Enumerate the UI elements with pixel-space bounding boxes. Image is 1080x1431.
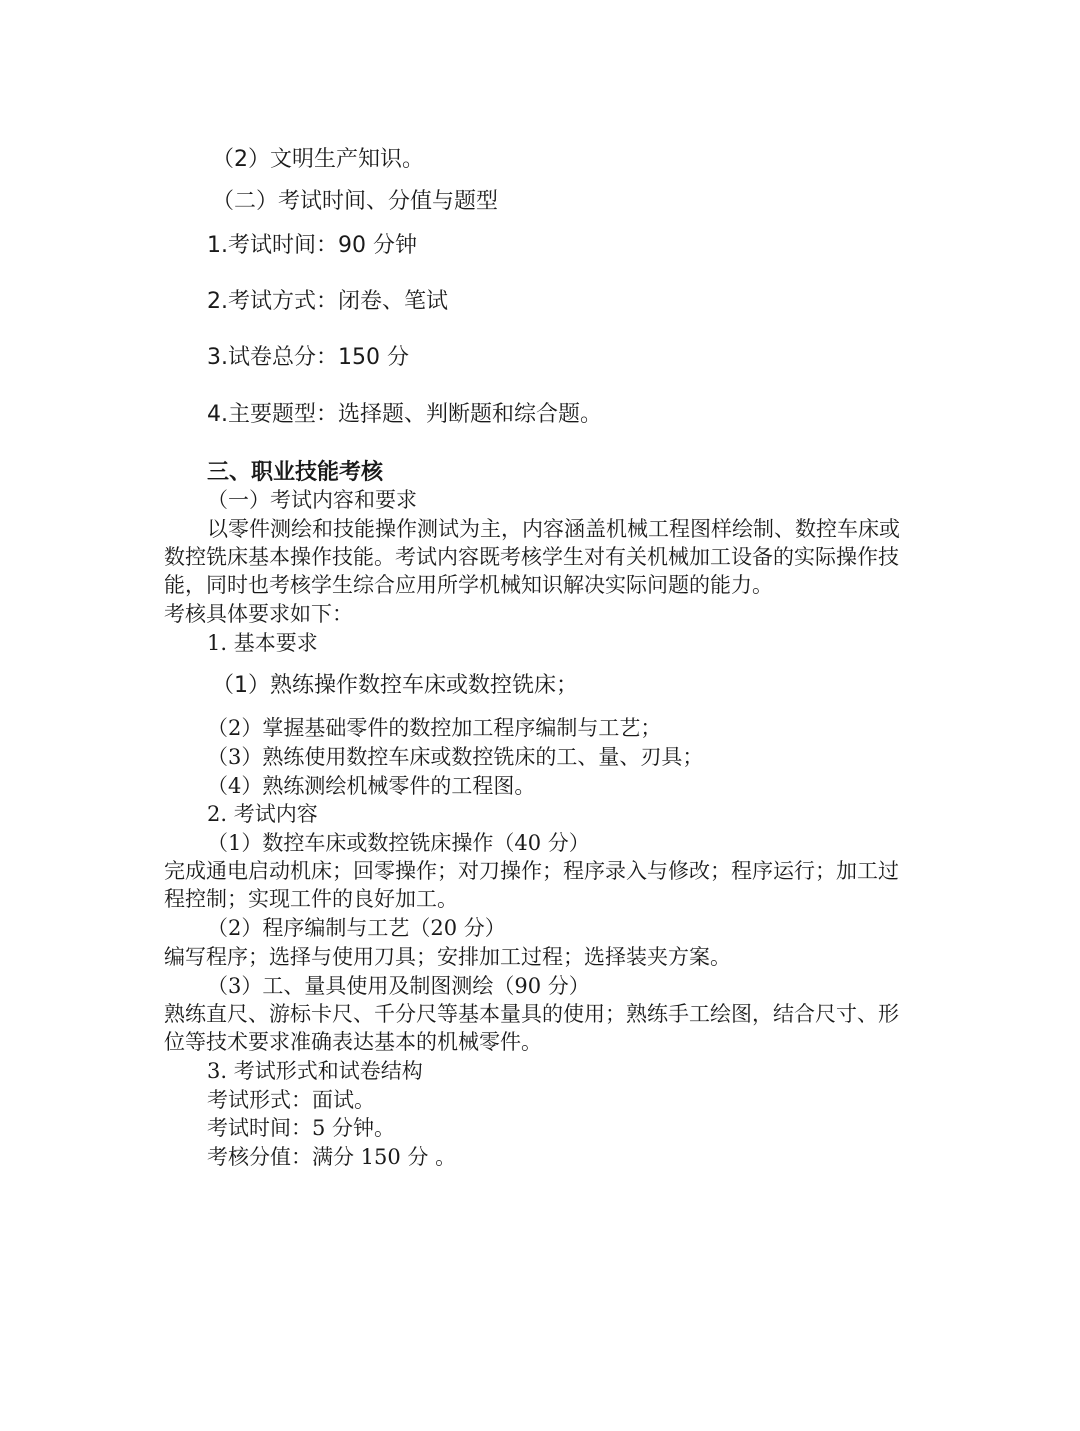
content-3-title: （3）工、量具使用及制图测绘（90 分）: [207, 974, 590, 998]
basic-item-2: （2）掌握基础零件的数控加工程序编制与工艺；: [207, 716, 662, 740]
section-heading-skills: 三、职业技能考核: [207, 459, 384, 485]
intro-line-1: 以零件测绘和技能操作测试为主，内容涵盖机械工程图样绘制、数控车床或: [207, 517, 900, 541]
exam-form-item: 考试形式：面试。: [207, 1088, 375, 1112]
content-1-title: （1）数控车床或数控铣床操作（40 分）: [207, 831, 590, 855]
content-1-line-2: 程控制；实现工件的良好加工。: [164, 887, 458, 911]
content-1-line-1: 完成通电启动机床；回零操作；对刀操作；程序录入与修改；程序运行；加工过: [164, 859, 899, 883]
subheading-exam-time-scores: （二）考试时间、分值与题型: [212, 189, 499, 214]
content-2-title: （2）程序编制与工艺（20 分）: [207, 916, 506, 940]
item-civilized-production: （2）文明生产知识。: [212, 147, 424, 172]
requirements-intro: 考核具体要求如下：: [164, 602, 353, 626]
exam-time-item: 1.考试时间：90 分钟: [207, 233, 417, 258]
question-types-item: 4.主要题型：选择题、判断题和综合题。: [207, 402, 602, 427]
total-score-item: 3.试卷总分：150 分: [207, 345, 409, 370]
content-2-line-1: 编写程序；选择与使用刀具；安排加工过程；选择装夹方案。: [164, 945, 731, 969]
exam-form-title: 3. 考试形式和试卷结构: [207, 1059, 423, 1083]
basic-requirements-title: 1. 基本要求: [207, 631, 318, 655]
basic-item-4: （4）熟练测绘机械零件的工程图。: [207, 774, 536, 798]
intro-line-2: 数控铣床基本操作技能。考试内容既考核学生对有关机械加工设备的实际操作技: [164, 545, 899, 569]
exam-content-title: 2. 考试内容: [207, 802, 318, 826]
exam-score-item: 考核分值：满分 150 分 。: [207, 1145, 457, 1169]
content-3-line-2: 位等技术要求准确表达基本的机械零件。: [164, 1030, 542, 1054]
subheading-content-requirements: （一）考试内容和要求: [207, 488, 417, 512]
basic-item-1: （1）熟练操作数控车床或数控铣床；: [212, 673, 578, 698]
basic-item-3: （3）熟练使用数控车床或数控铣床的工、量、刃具；: [207, 745, 704, 769]
content-3-line-1: 熟练直尺、游标卡尺、千分尺等基本量具的使用；熟练手工绘图，结合尺寸、形: [164, 1002, 899, 1026]
intro-line-3: 能，同时也考核学生综合应用所学机械知识解决实际问题的能力。: [164, 573, 773, 597]
exam-duration-item: 考试时间：5 分钟。: [207, 1116, 396, 1140]
exam-method-item: 2.考试方式：闭卷、笔试: [207, 289, 448, 314]
